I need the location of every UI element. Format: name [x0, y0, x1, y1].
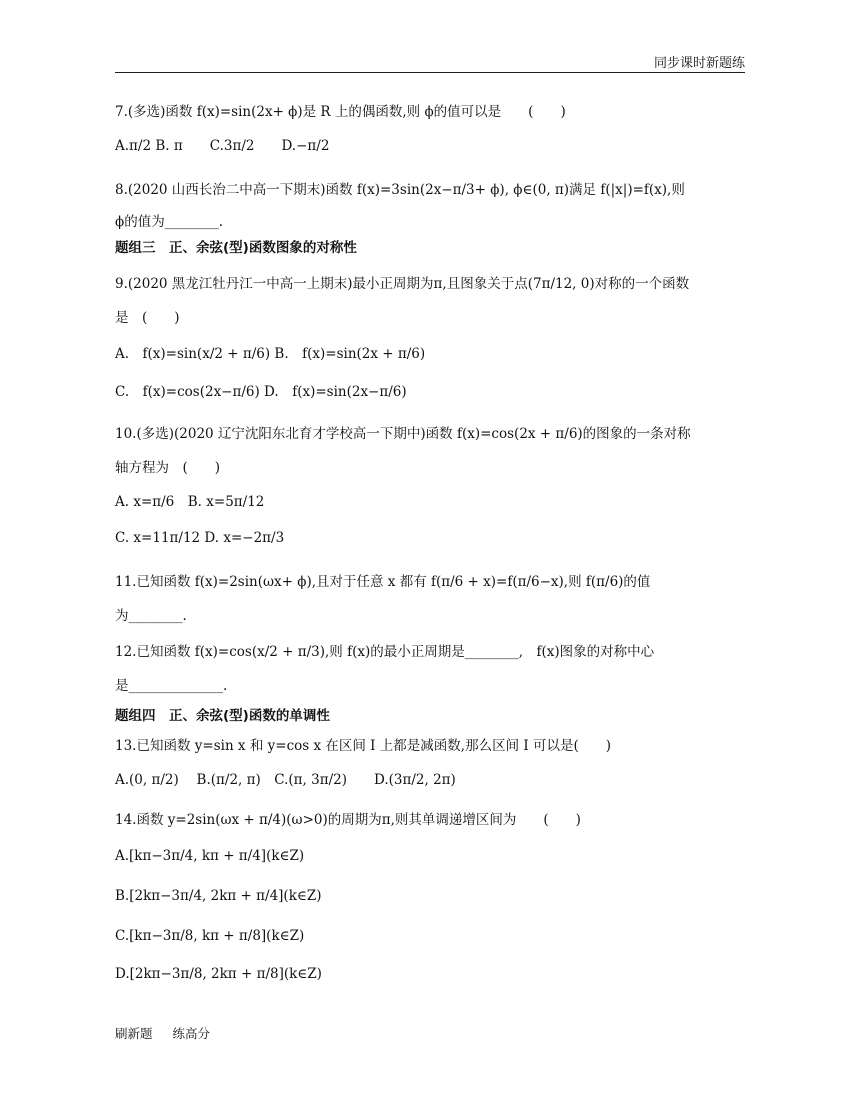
q9-stem-line1: 9.(2020 黑龙江牡丹江一中高一上期末)最小正周期为π,且图象关于点(7π/12, 0)对称的一个函数 — [115, 276, 690, 292]
q13-options: A.(0, π/2) B.(π/2, π) C.(π, 3π/2) D.(3π/2, 2π) — [115, 772, 456, 788]
q12-stem-line2: 是______________. — [115, 678, 228, 694]
q14-option-b: B.[2kπ−3π/4, 2kπ + π/4](k∈Z) — [115, 888, 322, 904]
q7-options: A.π/2 B. π C.3π/2 D.−π/2 — [115, 138, 330, 154]
q9-options-ab: A. f(x)=sin(x/2 + π/6) B. f(x)=sin(2x + π/6) — [115, 346, 426, 362]
section-title-4: 题组四 正、余弦(型)函数的单调性 — [115, 708, 330, 724]
q9-options-cd: C. f(x)=cos(2x−π/6) D. f(x)=sin(2x−π/6) — [115, 384, 407, 400]
q14-stem: 14.函数 y=2sin(ωx + π/4)(ω>0)的周期为π,则其单调递增区间为 ( ) — [115, 812, 581, 828]
q10-options-cd: C. x=11π/12 D. x=−2π/3 — [115, 530, 285, 546]
q10-stem-line1: 10.(多选)(2020 辽宁沈阳东北育才学校高一下期中)函数 f(x)=cos(2x + π/6)的图象的一条对称 — [115, 426, 691, 442]
q11-stem-line2: 为________. — [115, 608, 187, 624]
section-title-3: 题组三 正、余弦(型)函数图象的对称性 — [115, 240, 357, 256]
q10-stem-line2: 轴方程为 ( ) — [115, 460, 221, 476]
q10-options-ab: A. x=π/6 B. x=5π/12 — [115, 494, 265, 510]
q14-option-a: A.[kπ−3π/4, kπ + π/4](k∈Z) — [115, 848, 305, 864]
q7-stem: 7.(多选)函数 f(x)=sin(2x+ ϕ)是 R 上的偶函数,则 ϕ的值可以是 ( ) — [115, 104, 566, 120]
q14-option-c: C.[kπ−3π/8, kπ + π/8](k∈Z) — [115, 928, 305, 944]
header-title: 同步课时新题练 — [653, 56, 745, 71]
footer-left: 刷新题 — [115, 1026, 153, 1041]
q12-stem-line1: 12.已知函数 f(x)=cos(x/2 + π/3),则 f(x)的最小正周期是________, f(x)图象的对称中心 — [115, 644, 655, 660]
header-rule — [115, 72, 745, 73]
footer — [115, 1024, 210, 1042]
q11-stem-line1: 11.已知函数 f(x)=2sin(ωx+ ϕ),且对于任意 x 都有 f(π/6 + x)=f(π/6−x),则 f(π/6)的值 — [115, 574, 651, 590]
q9-stem-line2: 是 ( ) — [115, 310, 180, 326]
q8-stem-line1: 8.(2020 山西长治二中高一下期末)函数 f(x)=3sin(2x−π/3+ ϕ), ϕ∈(0, π)满足 f(|x|)=f(x),则 — [115, 182, 685, 198]
q14-option-d: D.[2kπ−3π/8, 2kπ + π/8](k∈Z) — [115, 966, 322, 982]
q13-stem: 13.已知函数 y=sin x 和 y=cos x 在区间 I 上都是减函数,那么区间 I 可以是( ) — [115, 738, 612, 754]
q8-stem-line2: ϕ的值为________. — [115, 214, 223, 230]
footer-right: 练高分 — [172, 1026, 211, 1041]
